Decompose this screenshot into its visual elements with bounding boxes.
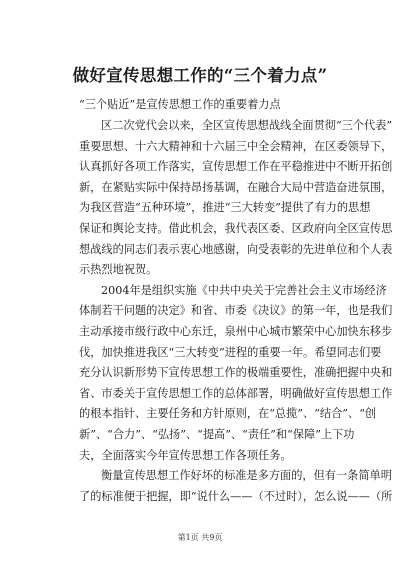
text-line: 2004年是组织实施《中共中央关于完善社会主义市场经济 (101, 283, 387, 297)
text-line: 新”、“合力”、“弘扬”、“提高”、“责任”和“保障”上下功 (79, 427, 355, 441)
text-line: 重要思想、十六大精神和十六届三中全会精神，在区委领导下， (79, 139, 393, 153)
page-number-footer: 第1页 共9页 (177, 533, 223, 542)
text-line: 夫，全面落实今年宣传思想工作各项任务。 (79, 448, 292, 462)
text-line: 主动承接市级行政中心东迁，泉州中心城市繁荣中心加快东移步 (79, 324, 393, 338)
text-line: 衡量宣传思想工作好坏的标准是多方面的，但有一条简单明 (101, 469, 392, 483)
document-subtitle: “三个贴近”是宣传思想工作的重要着力点 (79, 98, 281, 111)
text-line: 新，在紧贴实际中保持昂扬基调，在融合大局中营造奋进氛围， (79, 180, 393, 194)
paragraph-1 (79, 116, 393, 281)
text-line: 区二次党代会以来，全区宣传思想战线全面贯彻“三个代表” (101, 119, 393, 132)
text-line: 伐，加快推进我区“三大转变”进程的重要一年。希望同志们要 (79, 345, 382, 359)
paragraph-2 (79, 281, 393, 466)
text-line: 认真抓好各项工作落实，宣传思想工作在平稳推进中不断开拓创 (79, 160, 393, 174)
text-line: 想战线的同志们表示衷心地感谢，向受表彰的先进单位和个人表 (79, 242, 393, 256)
text-line: 了的标准便于把握，即“说什么——（不过时），怎么说——（所 (79, 489, 393, 503)
text-line: 省、市委关于宣传思想工作的总体部署，明确做好宣传思想工作 (79, 386, 393, 400)
document-title: 做好宣传思想工作的“三个着力点” (72, 66, 328, 85)
paragraph-3 (79, 466, 393, 507)
text-line: 充分认识新形势下宣传思想工作的极端重要性，准确把握中央和 (79, 366, 393, 380)
text-line: 为我区营造“五种环境”，推进“三大转变”提供了有力的思想 (79, 201, 371, 215)
document-body (79, 116, 393, 507)
text-line: 的根本指针、主要任务和方针原则，在“总揽”、“结合”、“创 (79, 407, 377, 421)
text-line: 保证和舆论支持。借此机会，我代表区委、区政府向全区宣传思 (79, 221, 393, 235)
text-line: 体制若干问题的决定》和省、市委《决议》的第一年，也是我们 (79, 304, 393, 318)
text-line: 示热烈地祝贺。 (79, 263, 158, 277)
